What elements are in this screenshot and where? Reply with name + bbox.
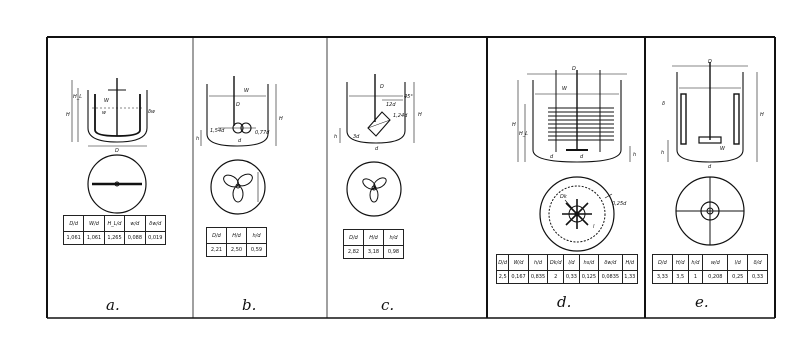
label-d-HL: H_L: [519, 131, 529, 137]
table-e-header: D/d: [653, 255, 673, 271]
label-c-h: h: [334, 134, 338, 140]
label-e-D: D: [708, 59, 712, 65]
table-a-header: δw/d: [145, 216, 165, 232]
table-d-cell: 2: [548, 271, 564, 284]
label-b-D: D: [236, 102, 240, 108]
table-c-cell: 3,18: [364, 246, 384, 259]
table-e-cell: 3,5: [672, 271, 688, 284]
table-b-cell: 0,59: [247, 244, 267, 257]
table-e-header: h/d: [688, 255, 703, 271]
label-a-D: D: [115, 148, 119, 154]
label-d-D: D: [572, 66, 576, 72]
label-a-H: H: [66, 112, 70, 118]
table-a-cell: 0,019: [145, 232, 165, 245]
table-b-cell: 2,50: [227, 244, 247, 257]
vessel-d-side-view: [518, 70, 630, 162]
caption-a: a.: [106, 296, 120, 314]
table-e-cell: 0,25: [728, 271, 748, 284]
label-d-Dk: Dk: [560, 194, 567, 200]
label-c-3d: 3d: [353, 134, 360, 140]
table-b-cell: 2,21: [207, 244, 227, 257]
table-a-cell: 0,088: [125, 232, 145, 245]
vessel-a-side-view: [72, 78, 147, 146]
table-b-header: D/d: [207, 228, 227, 244]
table-d-header: l/d: [564, 255, 579, 271]
table-d-header: h/d: [528, 255, 547, 271]
table-e-header: H/d: [672, 255, 688, 271]
vessel-d-top-view: [540, 177, 614, 251]
label-d-W: W: [562, 86, 567, 92]
label-d-h: h: [633, 152, 637, 158]
caption-e: e.: [695, 293, 709, 311]
table-d-cell: 0,33: [564, 271, 579, 284]
vessel-b-top-view: [211, 160, 265, 214]
vessel-a-top-view: [88, 155, 146, 213]
table-e-header: w/d: [703, 255, 728, 271]
label-b-d: d: [238, 138, 242, 144]
table-e-cell: 1: [688, 271, 703, 284]
table-c: [343, 229, 404, 259]
table-e-cell: 0,208: [703, 271, 728, 284]
label-d-d2: d: [580, 154, 584, 160]
caption-d: d.: [557, 293, 572, 311]
table-b: [206, 227, 267, 257]
table-d-cell: 0,835: [528, 271, 547, 284]
table-d-cell: 0,0835: [599, 271, 622, 284]
vessel-e-side-view: [668, 62, 757, 162]
table-d: [496, 254, 638, 284]
table-a-cell: 1,061: [84, 232, 104, 245]
table-a: [63, 215, 166, 245]
table-c-cell: 2,82: [344, 246, 364, 259]
label-a-W: W: [104, 98, 109, 104]
caption-b: b.: [242, 296, 257, 314]
table-d-header: H/d: [622, 255, 637, 271]
table-d-cell: 2,5: [497, 271, 509, 284]
label-e-delta: δ: [662, 101, 666, 107]
table-a-header: W/d: [84, 216, 104, 232]
label-c-d: d: [375, 146, 379, 152]
label-a-dw: δw: [148, 109, 156, 115]
vessel-e-top-view: [676, 177, 744, 245]
label-c-12d: 12d: [386, 102, 396, 108]
table-d-cell: 0,125: [579, 271, 598, 284]
table-a-header: D/d: [64, 216, 84, 232]
label-b-W: W: [244, 88, 249, 94]
label-d-H: H: [512, 122, 516, 128]
table-b-header: H/d: [227, 228, 247, 244]
table-e-header: l/d: [728, 255, 748, 271]
label-e-H: H: [760, 112, 764, 118]
table-e-cell: 0,33: [748, 271, 768, 284]
table-d-cell: 0,167: [509, 271, 528, 284]
label-c-D: D: [380, 84, 384, 90]
table-d-header: δw/d: [599, 255, 622, 271]
table-c-cell: 0,98: [384, 246, 404, 259]
label-d-l: l: [593, 224, 595, 230]
vessel-c-top-view: [347, 162, 401, 216]
table-a-cell: 1,265: [104, 232, 124, 245]
table-c-header: D/d: [344, 230, 364, 246]
table-d-header: hs/d: [579, 255, 598, 271]
table-e: [652, 254, 768, 284]
label-b-077d: 0,77d: [255, 130, 270, 136]
label-c-H: H: [418, 112, 422, 118]
label-e-h: h: [661, 150, 665, 156]
label-b-H: H: [279, 116, 283, 122]
table-a-cell: 1,061: [64, 232, 84, 245]
table-d-header: Dk/d: [548, 255, 564, 271]
label-b-154d: 1,54d: [210, 128, 225, 134]
table-b-header: h/d: [247, 228, 267, 244]
label-c-124d: 1,24d: [393, 113, 408, 119]
label-c-45deg: 45°: [404, 94, 413, 100]
caption-c: c.: [381, 296, 395, 314]
table-e-header: δ/d: [748, 255, 768, 271]
table-a-header: H_L/d: [104, 216, 124, 232]
table-c-header: H/d: [364, 230, 384, 246]
label-b-h: h: [196, 136, 200, 142]
label-a-w: w: [102, 110, 107, 116]
table-d-header: D/d: [497, 255, 509, 271]
label-e-W: W: [720, 146, 725, 152]
label-d-025d: 0,25d: [612, 201, 627, 207]
table-c-header: h/d: [384, 230, 404, 246]
table-a-header: w/d: [125, 216, 145, 232]
label-d-d1: d: [550, 154, 554, 160]
vessel-c-side-view: [340, 74, 414, 143]
label-e-d: d: [708, 164, 712, 170]
table-e-cell: 3,33: [653, 271, 673, 284]
table-d-header: W/d: [509, 255, 528, 271]
label-a-HL: H_L: [73, 94, 83, 100]
table-d-cell: 1,33: [622, 271, 637, 284]
